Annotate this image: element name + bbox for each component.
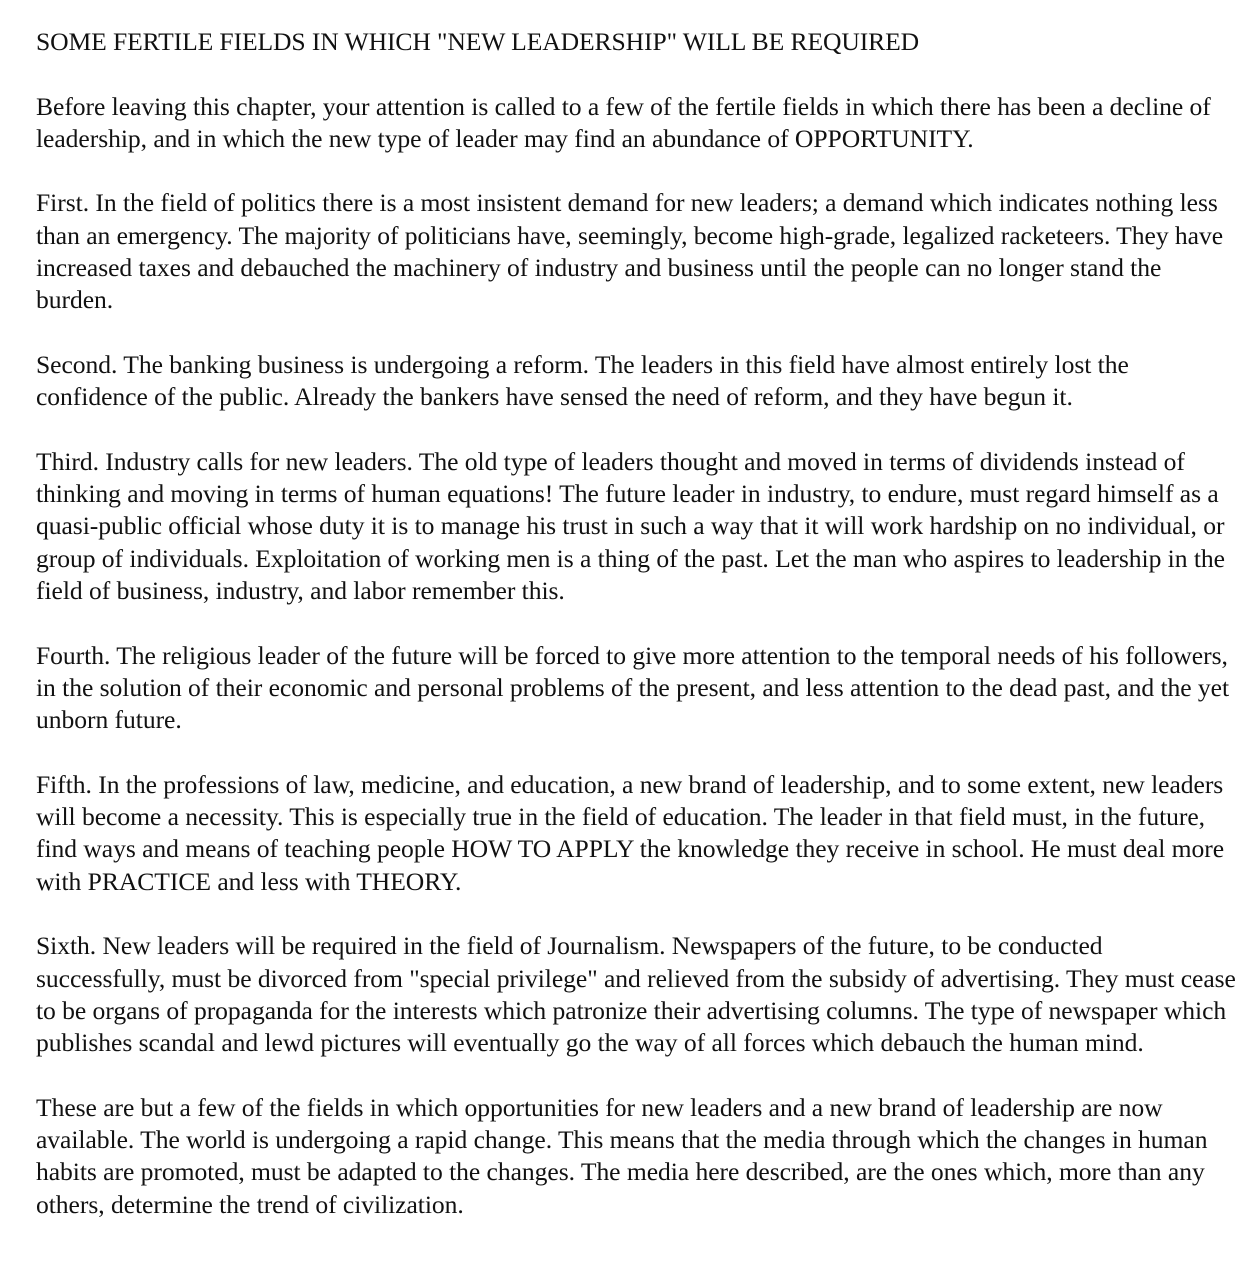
paragraph-conclusion: These are but a few of the fields in which opportunities for new leaders and a new brand of leadership are now available. The world is undergoing a rapid change. This means that the media through which the changes in human habits are promoted, must be adapted to the changes. The media here described, are the ones which, more than any others, determine the trend of civilization.	[36, 1092, 1208, 1219]
section-heading: SOME FERTILE FIELDS IN WHICH "NEW LEADERSHIP" WILL BE REQUIRED	[36, 27, 920, 56]
paragraph-intro: Before leaving this chapter, your attention is called to a few of the fertile fields in which there has been a decline of leadership, and in which the new type of leader may find an abundance of OPPORTUNITY.	[36, 91, 1211, 153]
paragraph-third-industry: Third. Industry calls for new leaders. The old type of leaders thought and moved in terms of dividends instead of thinking and moving in terms of human equations! The future leader in industry, to endure, must regard himself as a quasi-public official whose duty it is to manage his trust in such a way that it will work hardship on no individual, or group of individuals. Exploitation of working men is a thing of the past. Let the man who aspires to leadership in the field of business, industry, and labor remember this.	[36, 446, 1225, 606]
paragraph-fifth-professions: Fifth. In the professions of law, medicine, and education, a new brand of leadership, and to some extent, new leaders will become a necessity. This is especially true in the field of education. The leader in that field must, in the future, find ways and means of teaching people HOW TO APPLY the knowledge they receive in school. He must deal more with PRACTICE and less with THEORY.	[36, 769, 1225, 896]
paragraph-sixth-journalism: Sixth. New leaders will be required in the field of Journalism. Newspapers of the future, to be conducted successfully, must be divorced from "special privilege" and relieved from the subsidy of advertising. They must cease to be organs of propaganda for the interests which patronize their advertising columns. The type of newspaper which publishes scandal and lewd pictures will eventually go the way of all forces which debauch the human mind.	[36, 931, 1236, 1058]
paragraph-first-politics: First. In the field of politics there is a most insistent demand for new leaders; a demand which indicates nothing less than an emergency. The majority of politicians have, seemingly, become high-grade, legalized racketeers. They have increased taxes and debauched the machinery of industry and business until the people can no longer stand the burden.	[36, 188, 1224, 315]
paragraph-fourth-religion: Fourth. The religious leader of the future will be forced to give more attention to the temporal needs of his followers, in the solution of their economic and personal problems of the present, and less attention to the dead past, and the yet unborn future.	[36, 640, 1230, 735]
paragraph-second-banking: Second. The banking business is undergoing a reform. The leaders in this field have almost entirely lost the confidence of the public. Already the bankers have sensed the need of reform, and they have begun it.	[36, 349, 1129, 412]
